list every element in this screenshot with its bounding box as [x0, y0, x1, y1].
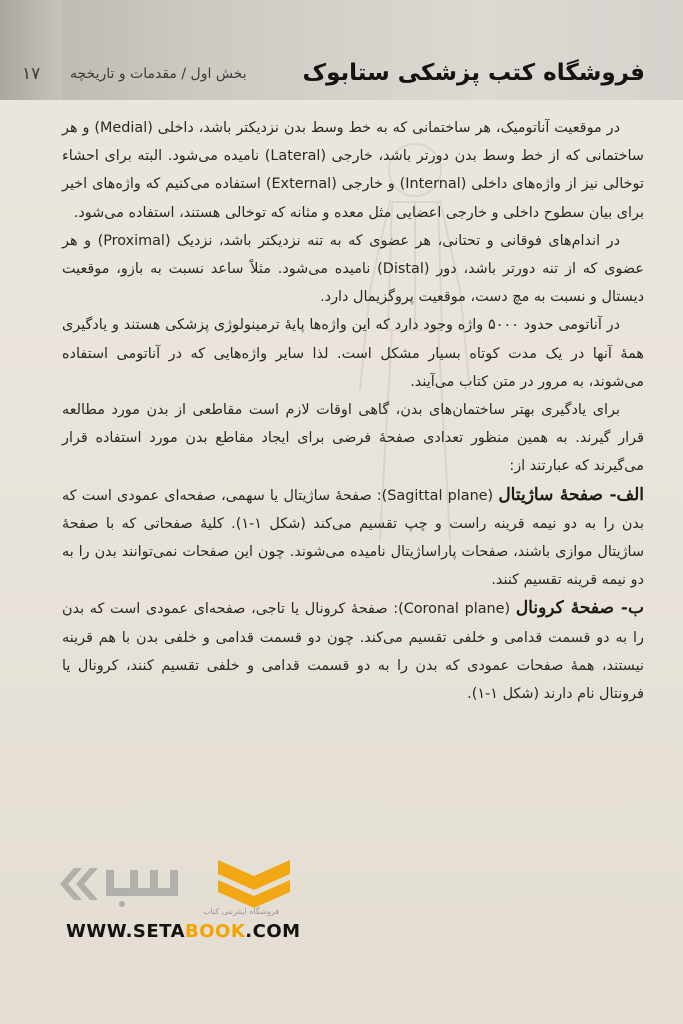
paragraph: در موقعیت آناتومیک، هر ساختمانی که به خط وسط بدن نزدیکتر باشد، داخلی (Medial) و هر ساختمانی که از خط وسط بدن دورتر باشد، خارجی (Lateral) نامیده می‌شود. البته برای احشاء توخالی نیز از واژه‌های داخلی (Internal) و خارجی (External) استفاده می‌کنیم که واژه‌های اخیر برای بیان سطوح داخلی و خارجی اعضایی مثل معده و مثانه که توخالی هستند، استفاده می‌شود. — [62, 120, 644, 221]
logo-tagline: فروشگاه اینترنتی کتاب — [203, 907, 280, 916]
section-text: (Sagittal plane): صفحهٔ ساژیتال یا سهمی، صفحه‌ای عمودی است که بدن را به دو نیمه قرینه راست و چپ تقسیم می‌کند (شکل ۱-۱). کلیهٔ صفحاتی که با صفحهٔ ساژیتال موازی باشند، صفحات پاراساژیتال نامیده می‌شوند. چون این صفحات نمی‌توانند بدن را به دو نیمه قرینه تقسیم کنند. — [62, 487, 644, 589]
section-text: (Coronal plane): صفحهٔ کرونال یا تاجی، صفحه‌ای عمودی است که بدن را به دو قسمت قدامی و خلفی تقسیم می‌کند. چون دو قسمت قدامی و خلفی بدن با هم قرینه نیستند، همهٔ صفحات عمودی که بدن را به دو قسمت قدامی و خلفی تقسیم کنند، کرونال یا فرونتال نام دارند (شکل ۱-۱). — [62, 601, 644, 703]
site-url-accent: BOOK — [185, 921, 246, 942]
running-head: بخش اول / مقدمات و تاریخچه — [70, 66, 247, 82]
setabook-logo — [58, 856, 290, 918]
section-sagittal — [62, 481, 644, 595]
header-band-edge — [0, 0, 62, 100]
section-coronal — [62, 594, 644, 708]
site-url — [66, 921, 301, 942]
paragraph: در اندام‌های فوقانی و تحتانی، هر عضوی که به تنه نزدیکتر باشد، نزدیک (Proximal) و هر عضوی که از تنه دورتر باشد، دور (Distal) نامیده می‌شود. مثلاً ساعد نسبت به بازو، موقعیت دیستال و نسبت به مچ دست، موقعیت پروگزیمال دارد. — [62, 232, 644, 306]
section-heading: ب- صفحهٔ کرونال — [515, 598, 644, 619]
paragraph: در آناتومی حدود ۵۰۰۰ واژه وجود دارد که این واژه‌ها پایهٔ ترمینولوژی پزشکی هستند و یادگیری همهٔ آنها در یک مدت کوتاه بسیار مشکل است. لذا سایر واژه‌هایی که در آناتومی استفاده می‌شوند، به مرور در متن کتاب می‌آیند. — [62, 317, 644, 390]
store-banner: فروشگاه کتب پزشکی ستابوک — [302, 60, 645, 86]
site-url-suffix: .COM — [245, 921, 301, 942]
section-heading: الف- صفحهٔ ساژیتال — [498, 484, 644, 505]
page-number: ۱۷ — [22, 64, 41, 84]
site-url-prefix: WWW.SETA — [66, 921, 186, 942]
paragraph: برای یادگیری بهتر ساختمان‌های بدن، گاهی اوقات لازم است مقاطعی از بدن مورد مطالعه قرار گیرند. به همین منظور تعدادی صفحهٔ فرضی برای ایجاد مقاطع بدن مورد استفاده قرار می‌گیرند که عبارتند از: — [62, 402, 644, 475]
body-text — [62, 114, 644, 708]
